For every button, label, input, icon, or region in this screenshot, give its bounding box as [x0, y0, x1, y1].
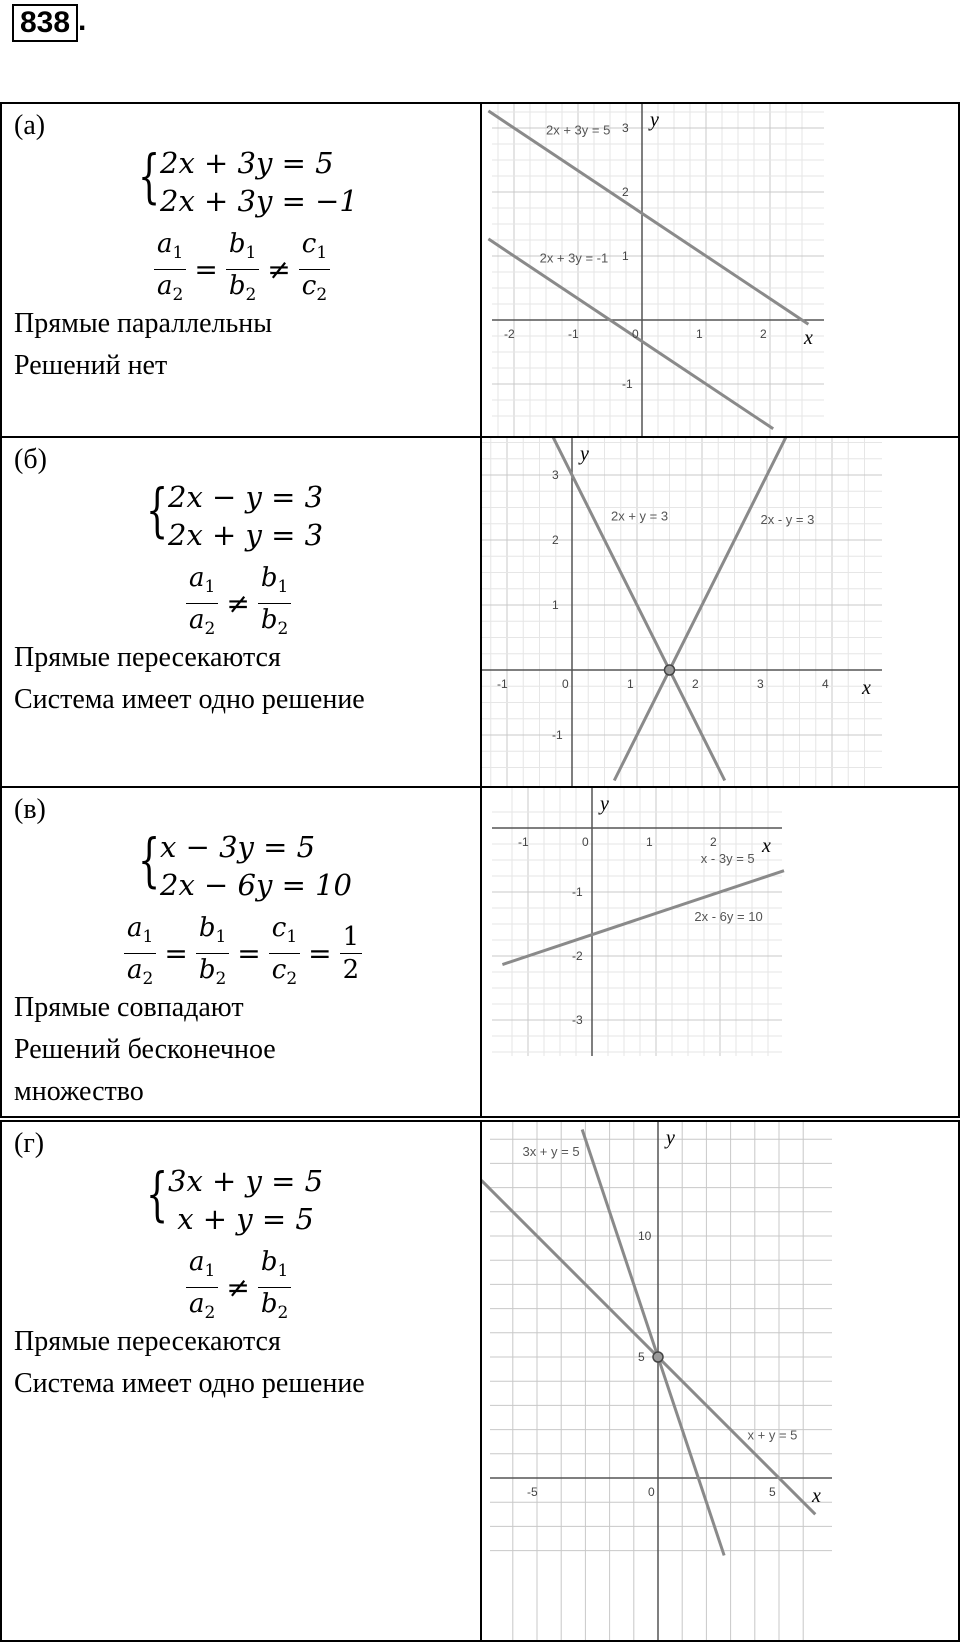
- ratio-fraction: $\frac{b_1}{b_2}$: [196, 912, 229, 995]
- row-a-text-cell: [2, 104, 482, 436]
- x-tick-label: 2: [760, 327, 767, 341]
- y-tick-label: 1: [622, 249, 629, 263]
- graph-line-1: [488, 111, 808, 324]
- row-b-text-1: Прямые пересекаются: [14, 642, 281, 673]
- row-d-text-1: Прямые пересекаются: [14, 1326, 281, 1357]
- row-a-eq1: 2x + 3y = 5: [160, 146, 334, 180]
- ratio-operator: =: [308, 937, 332, 971]
- x-tick-label: 5: [769, 1485, 776, 1499]
- y-tick-label: 3: [552, 468, 559, 482]
- x-tick-label: 4: [822, 677, 829, 691]
- y-tick-label: -1: [572, 885, 583, 899]
- ratio-fraction: $\frac{b_1}{b_2}$: [258, 562, 291, 645]
- line-label: 2x + 3y = 5: [546, 122, 611, 138]
- row-a: [0, 102, 960, 438]
- row-a-text-1: Прямые параллельны: [14, 308, 273, 339]
- x-tick-label: -1: [497, 677, 508, 691]
- row-a-graph-cell: [482, 104, 958, 436]
- intersection-point: [653, 1352, 663, 1362]
- y-axis-name: y: [666, 1127, 675, 1149]
- y-tick-label: 1: [552, 598, 559, 612]
- ratio-fraction: $\frac{b_1}{b_2}$: [258, 1246, 291, 1329]
- row-c-graph: [482, 788, 958, 1116]
- row-d-ratio: [182, 1246, 295, 1329]
- x-tick-label: -5: [527, 1485, 538, 1499]
- x-tick-label: 0: [632, 327, 639, 341]
- row-c-eq1: x − 3y = 5: [160, 830, 316, 864]
- ratio-fraction: $\frac{c_1}{c_2}$: [299, 228, 330, 311]
- x-axis-name: x: [804, 327, 813, 349]
- row-d: [0, 1120, 960, 1642]
- row-a-ratio: [150, 228, 334, 311]
- row-b-text-2: Система имеет одно решение: [14, 684, 365, 715]
- ratio-operator: ≠: [267, 253, 291, 287]
- row-a-graph: [482, 104, 958, 436]
- row-b-graph-cell: [482, 438, 958, 786]
- row-b: [0, 436, 960, 788]
- row-a-letter: (а): [14, 110, 46, 141]
- row-a-text-2: Решений нет: [14, 350, 168, 381]
- x-tick-label: 1: [646, 835, 653, 849]
- ratio-operator: ≠: [226, 1271, 250, 1305]
- x-tick-label: -1: [568, 327, 579, 341]
- line-label: x + y = 5: [747, 1427, 798, 1443]
- row-b-graph: [482, 438, 958, 786]
- row-c-ratio: [120, 912, 366, 995]
- row-c-text-cell: [2, 788, 482, 1116]
- row-b-text-cell: [2, 438, 482, 786]
- ratio-fraction: $\frac{a_1}{a_2}$: [186, 562, 218, 645]
- intersection-point: [665, 665, 675, 675]
- row-b-system: [146, 476, 324, 554]
- ratio-fraction: $\frac{c_1}{c_2}$: [269, 912, 300, 995]
- x-axis-name: x: [862, 677, 871, 699]
- row-c-brace: {: [138, 826, 161, 894]
- line-label: 2x + 3y = -1: [539, 250, 609, 266]
- row-c-letter: (в): [14, 794, 46, 825]
- row-d-system: [146, 1160, 324, 1238]
- x-tick-label: 1: [627, 677, 634, 691]
- row-d-graph: [482, 1122, 958, 1640]
- ratio-fraction: $\frac{b_1}{b_2}$: [226, 228, 259, 311]
- x-tick-label: -2: [504, 327, 515, 341]
- row-d-letter: (г): [14, 1128, 45, 1159]
- y-axis-name: y: [600, 793, 609, 815]
- x-tick-label: 2: [692, 677, 699, 691]
- row-b-brace: {: [146, 476, 169, 544]
- exercise-number-dot: .: [78, 4, 87, 37]
- y-tick-label: 2: [552, 533, 559, 547]
- ratio-operator: ≠: [226, 587, 250, 621]
- row-c-graph-cell: [482, 788, 958, 1116]
- y-tick-label: 10: [638, 1229, 652, 1243]
- x-tick-label: 2: [710, 835, 717, 849]
- ratio-fraction: $\frac{a_1}{a_2}$: [124, 912, 156, 995]
- line-label: 2x + y = 3: [611, 508, 669, 524]
- y-tick-label: -1: [622, 377, 633, 391]
- y-tick-label: 3: [622, 121, 629, 135]
- x-tick-label: 1: [696, 327, 703, 341]
- row-d-text-2: Система имеет одно решение: [14, 1368, 365, 1399]
- line-label: 3x + y = 5: [522, 1144, 580, 1160]
- ratio-operator: =: [237, 937, 261, 971]
- y-axis-name: y: [580, 443, 589, 465]
- row-d-graph-cell: [482, 1122, 958, 1640]
- row-b-ratio: [182, 562, 295, 645]
- line-label: 2x - y = 3: [760, 511, 815, 527]
- x-tick-label: 0: [562, 677, 569, 691]
- x-axis-name: x: [812, 1485, 821, 1507]
- x-tick-label: 0: [582, 835, 589, 849]
- row-a-brace: {: [138, 142, 161, 210]
- row-c: [0, 786, 960, 1118]
- row-d-text-cell: [2, 1122, 482, 1640]
- ratio-fraction: $\frac{a_1}{a_2}$: [154, 228, 186, 311]
- x-tick-label: 0: [648, 1485, 655, 1499]
- row-b-eq1: 2x − y = 3: [168, 480, 324, 514]
- x-tick-label: -1: [518, 835, 529, 849]
- ratio-operator: =: [194, 253, 218, 287]
- y-tick-label: 5: [638, 1350, 645, 1364]
- row-c-text-2: Решений бесконечное: [14, 1034, 276, 1065]
- x-axis-name: x: [762, 835, 771, 857]
- row-c-system: [138, 826, 353, 904]
- row-c-text-1: Прямые совпадают: [14, 992, 244, 1023]
- row-b-letter: (б): [14, 444, 47, 475]
- row-c-text-3: множество: [14, 1076, 144, 1107]
- row-c-eq2: 2x − 6y = 10: [160, 868, 353, 902]
- row-a-system: [138, 142, 358, 220]
- y-tick-label: -3: [572, 1013, 583, 1027]
- y-tick-label: -2: [572, 949, 583, 963]
- row-d-brace: {: [146, 1160, 169, 1228]
- exercise-number: 838: [12, 4, 78, 42]
- row-d-eq1: 3x + y = 5: [168, 1164, 324, 1198]
- line-label: x - 3y = 5: [700, 851, 755, 867]
- ratio-fraction: $\frac{a_1}{a_2}$: [186, 1246, 218, 1329]
- y-axis-name: y: [650, 109, 659, 131]
- ratio-fraction: $\frac{1}{2}$: [340, 921, 363, 986]
- y-tick-label: 2: [622, 185, 629, 199]
- ratio-operator: =: [164, 937, 188, 971]
- row-d-eq2: x + y = 5: [168, 1202, 314, 1236]
- x-tick-label: 3: [757, 677, 764, 691]
- row-a-eq2: 2x + 3y = −1: [160, 184, 358, 218]
- line-label: 2x - 6y = 10: [694, 908, 763, 924]
- y-tick-label: -1: [552, 728, 563, 742]
- row-b-eq2: 2x + y = 3: [168, 518, 324, 552]
